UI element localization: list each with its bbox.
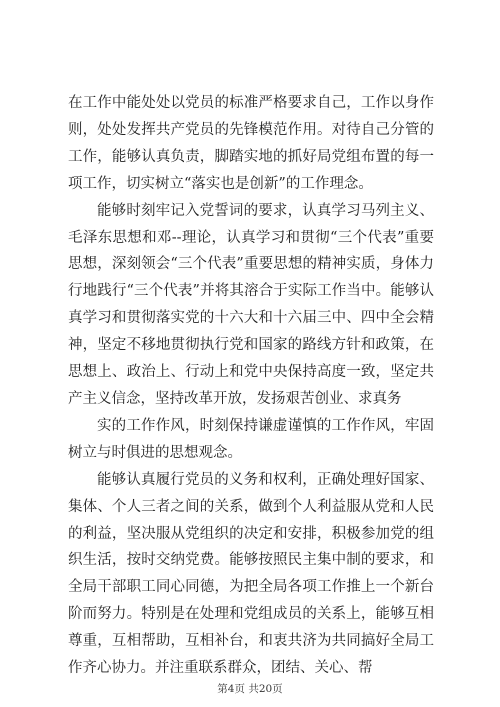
- document-body: [68, 90, 434, 682]
- paragraph-work-conduct: 在工作中能处处以党员的标准严格要求自己，工作以身作则，处处发挥共产党员的先锋模范作用。对待自己分管的工作，能够认真负责，脚踏实地的抓好局党组布置的每一项工作，切实树立“落实也是创新”的工作理念。: [68, 95, 434, 192]
- paragraph-party-oath: 能够时刻牢记入党誓词的要求，认真学习马列主义、毛泽东思想和邓--理论，认真学习和贯彻“三个代表”重要思想，深刻领会“三个代表”重要思想的精神实质，身体力行地践行“三个代表”并将其溶合于实际工作当中。能够认真学习和贯彻落实党的十六大和十六届三中、四中全会精神，坚定不移地贯彻执行党和国家的路线方针和政策，在思想上、政治上、行动上和党中央保持高度一致，坚定共产主义信念，坚持改革开放，发扬艰苦创业、求真务: [68, 202, 434, 407]
- page-number-label: 第4页 共20页: [217, 683, 283, 695]
- paragraph-member-duties: 能够认真履行党员的义务和权利，正确处理好国家、集体、个人三者之间的关系，做到个人利益服从党和人民的利益，坚决服从党组织的决定和安排，积极参加党的组织生活，按时交纳党费。能够按照民主集中制的要求，和全局干部职工同心同德，为把全局各项工作推上一个新台阶而努力。特别是在处理和党组成员的关系上，能够互相尊重，互相帮助，互相补台，和衷共济为共同搞好全局工作齐心协力。并注重联系群众，团结、关心、帮: [68, 471, 434, 677]
- paragraph-work-style: 实的工作作风，时刻保持谦虚谨慎的工作作风，牢固树立与时俱进的思想观念。: [68, 417, 434, 461]
- page-footer: [0, 682, 500, 696]
